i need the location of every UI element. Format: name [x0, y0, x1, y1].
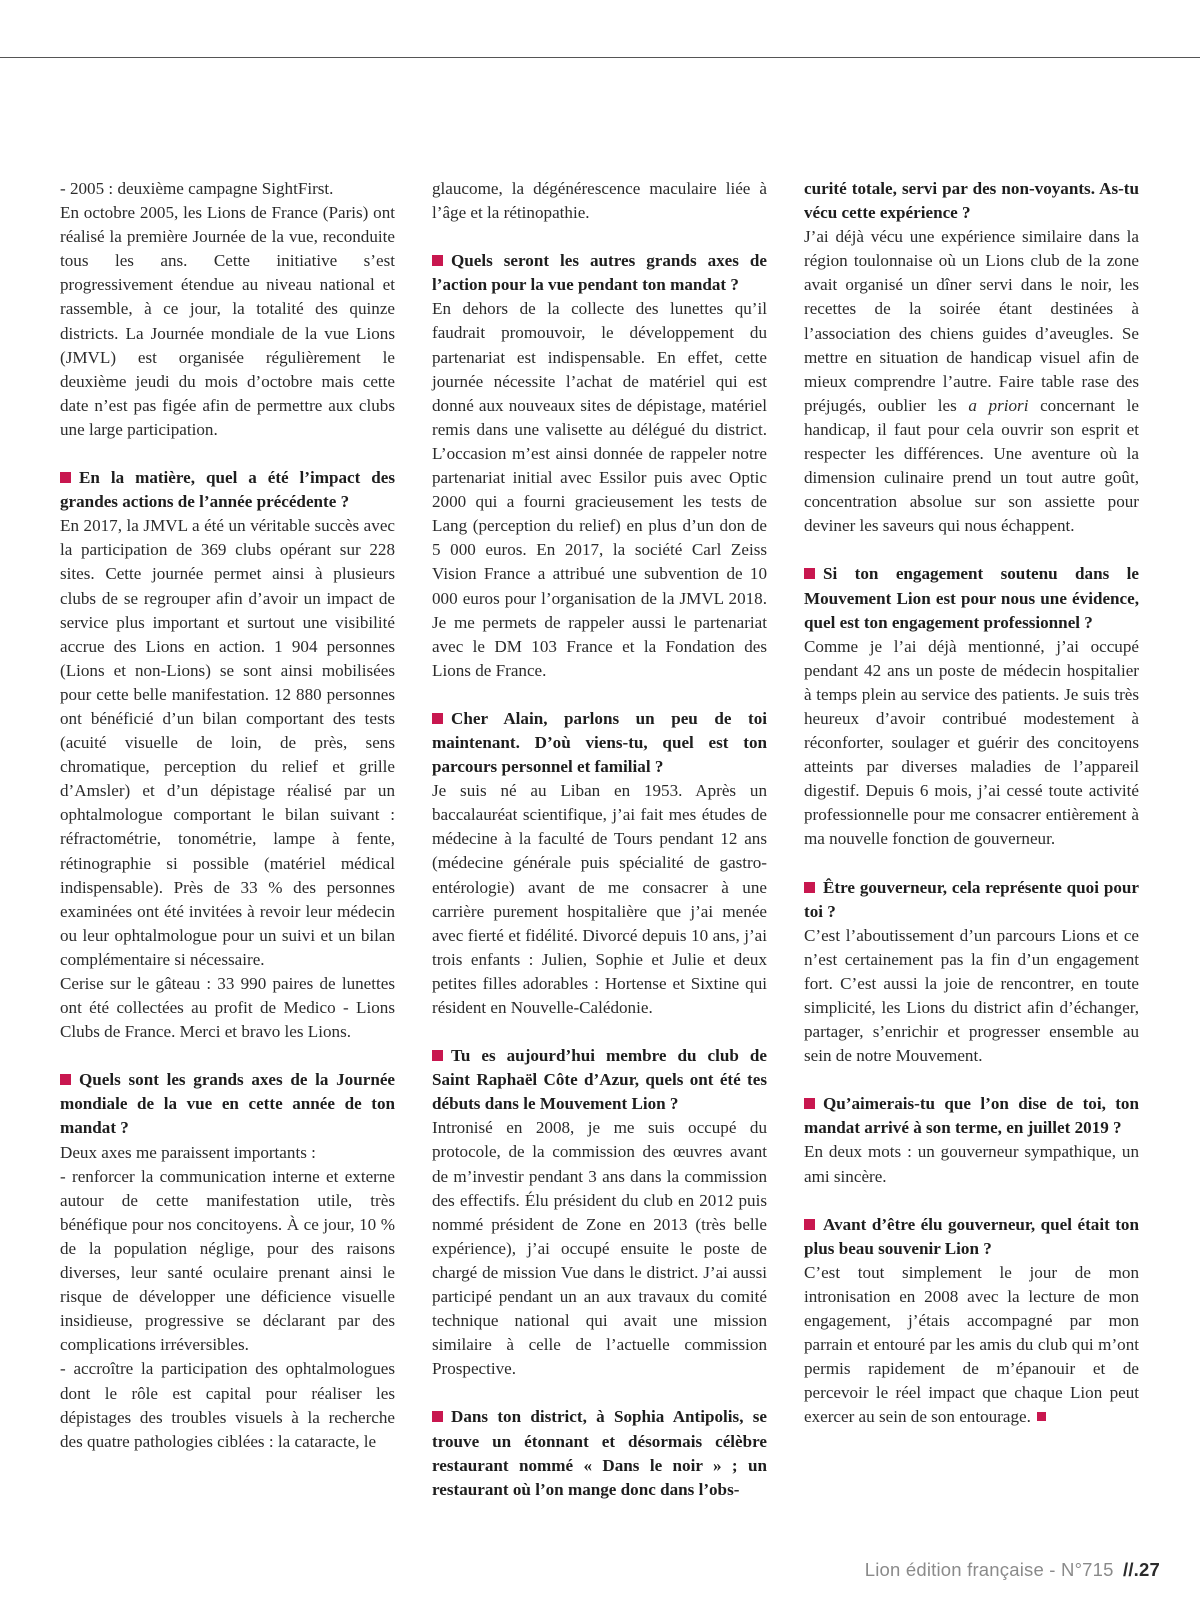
paragraph: - 2005 : deuxième campagne SightFirst. — [60, 179, 334, 198]
column-1 — [60, 177, 395, 1454]
question-heading: Avant d’être élu gouverneur, quel était ton plus beau souvenir Lion ? — [804, 1214, 1139, 1258]
question-heading: Quels seront les autres grands axes de l’action pour la vue pendant ton mandat ? — [432, 251, 767, 295]
square-bullet-icon — [60, 472, 71, 483]
answer-paragraph: J’ai déjà vécu une expérience similaire dans la région toulonnaise où un Lions club de la zone avait organisé un dîner servi dans le noir, les recettes de la soirée étant destinées à l’association des chiens guides d’aveugles. Se mettre en situation de handicap visuel afin de mieux comprendre l’autre. Faire table rase des préjugés, oublier les a priori concernant le handicap, il faut pour cela ouvrir son esprit et respecter les différences. Une aventure où la dimension culinaire prend un tout autre goût, concentration absolue sur son assiette pour deviner les saveurs qui nous échappent. — [804, 227, 1139, 536]
question-heading: Si ton engagement soutenu dans le Mouvement Lion est pour nous une évidence, quel est ton engagement professionnel ? — [804, 564, 1139, 632]
square-bullet-icon — [60, 1074, 71, 1085]
column-2 — [432, 177, 767, 1502]
paragraph: En octobre 2005, les Lions de France (Paris) ont réalisé la première Journée de la vue, reconduite tous les ans. Cette initiative s’est progressivement étendue au niveau national et rassemble, à ce jour, la totalité des quinze districts. La Journée mondiale de la vue Lions (JMVL) est organisée régulièrement le deuxième jeudi du mois d’octobre mais cette date n’est pas figée afin de permettre aux clubs une large participation. — [60, 203, 395, 439]
publication-name: Lion édition française - N°715 — [864, 1559, 1114, 1580]
square-bullet-icon — [804, 1219, 815, 1230]
square-bullet-icon — [804, 882, 815, 893]
answer-paragraph: En deux mots : un gouverneur sympathique, un ami sincère. — [804, 1142, 1139, 1186]
answer-paragraph: - renforcer la communication interne et externe autour de cette manifestation utile, très bénéfique pour nos concitoyens. À ce jour, 10 % de la population néglige, pour des raisons diverses, leur santé oculaire prenant ainsi le risque de développer une déficience visuelle insidieuse, progressive se déclarant par des complications irréversibles. — [60, 1166, 395, 1355]
footer-separator: // — [1122, 1559, 1134, 1580]
answer-paragraph: C’est l’aboutissement d’un parcours Lions et ce n’est certainement pas la fin d’un engagement fort. C’est aussi la joie de rencontrer, en toute simplicité, les Lions du district afin d’échanger, partager, s’enrichir et progresser ensemble au sein de notre Mouvement. — [804, 925, 1139, 1066]
answer-paragraph: Cerise sur le gâteau : 33 990 paires de lunettes ont été collectées au profit de Medico - Lions Clubs de France. Merci et bravo les Lions. — [60, 974, 395, 1042]
square-bullet-icon — [804, 568, 815, 579]
square-bullet-icon — [804, 1098, 815, 1109]
page-number: .27 — [1133, 1559, 1160, 1580]
square-bullet-icon — [432, 255, 443, 266]
question-heading: Quels sont les grands axes de la Journée mondiale de la vue en cette année de ton mandat ? — [60, 1070, 395, 1138]
answer-paragraph: Je suis né au Liban en 1953. Après un baccalauréat scientifique, j’ai fait mes études de médecine à la faculté de Tours pendant 12 ans (médecine générale puis spécialité de gastro-entérologie) avant de me consacrer à une carrière purement hospitalière que j’ai menée avec fierté et fidélité. Divorcé depuis 10 ans, j’ai trois enfants : Julien, Sophie et Julie et deux petites filles adorables : Hortense et Sixtine qui résident en Nouvelle-Calédonie. — [432, 781, 767, 1017]
answer-paragraph: Comme je l’ai déjà mentionné, j’ai occupé pendant 42 ans un poste de médecin hospitalier à temps plein au service des patients. Je suis très heureux d’avoir contribué modestement à réconforter, soulager et guérir des concitoyens atteints par diverses maladies de l’appareil digestif. Depuis 6 mois, j’ai cessé toute activité professionnelle pour me consacrer entièrement à ma nouvelle fonction de gouverneur. — [804, 636, 1139, 849]
square-bullet-icon — [432, 1050, 443, 1061]
answer-paragraph: - accroître la participation des ophtalmologues dont le rôle est capital pour réaliser les dépistages des troubles visuels à la recherche des quatre pathologies ciblées : la cataracte, le — [60, 1359, 395, 1451]
answer-paragraph: En 2017, la JMVL a été un véritable succès avec la participation de 369 clubs opérant sur 228 sites. Cette journée permet ainsi à plusieurs clubs de se regrouper afin d’avoir un impact de service plus important et surtout une visibilité accrue des Lions en action. 1 904 personnes (Lions et non-Lions) se sont ainsi mobilisées pour cette belle manifestation. 12 880 personnes ont bénéficié d’un bilan comportant des tests (acuité visuelle de loin, de près, sens chromatique, perception du relief et grille d’Amsler) et d’un dépistage réalisé par un ophtalmologue comportant le bilan suivant : réfractométrie, tonométrie, lampe à fente, rétinographie si possible (matériel médical indispensable). Près de 33 % des personnes examinées ont été invitées à revoir leur médecin ou leur ophtalmologue pour un suivi et un bilan complémentaire si nécessaire. — [60, 516, 395, 969]
question-heading: Dans ton district, à Sophia Antipolis, se trouve un étonnant et désormais célèbre restaurant nommé « Dans le noir » ; un restaurant où l’on mange donc dans l’obs- — [432, 1407, 767, 1499]
page-footer — [865, 1559, 1160, 1581]
column-3 — [804, 177, 1139, 1430]
question-heading: Cher Alain, parlons un peu de toi maintenant. D’où viens-tu, quel est ton parcours personnel et familial ? — [432, 708, 767, 777]
end-mark-icon — [1037, 1412, 1046, 1421]
question-heading: En la matière, quel a été l’impact des grandes actions de l’année précédente ? — [60, 468, 395, 512]
paragraph: glaucome, la dégénérescence maculaire liée à l’âge et la rétinopathie. — [432, 179, 767, 223]
answer-paragraph: Intronisé en 2008, je me suis occupé du protocole, de la commission des œuvres avant de m’investir pendant 3 ans dans la commission des effectifs. Élu président du club en 2012 puis nommé président de Zone en 2013 (très belle expérience), j’ai occupé ensuite le poste de chargé de mission Vue dans le district. J’ai aussi participé pendant un an aux travaux du comité technique national qui avait une mission similaire à celle de l’actuelle commission Prospective. — [432, 1118, 767, 1379]
square-bullet-icon — [432, 713, 443, 724]
question-heading-continued: curité totale, servi par des non-voyants. As-tu vécu cette expérience ? — [804, 179, 1139, 223]
question-heading: Tu es aujourd’hui membre du club de Saint Raphaël Côte d’Azur, quels ont été tes débuts dans le Mouvement Lion ? — [432, 1046, 767, 1114]
top-rule — [0, 57, 1200, 58]
question-heading: Être gouverneur, cela représente quoi pour toi ? — [804, 877, 1139, 921]
square-bullet-icon — [432, 1411, 443, 1422]
answer-paragraph: C’est tout simplement le jour de mon intronisation en 2008 avec la lecture de mon engagement, j’étais accompagné par mon parrain et entouré par les amis du club qui m’ont permis rapidement de m’épanouir et de percevoir le réel impact que chaque Lion peut exercer au sein de son entourage. — [804, 1262, 1139, 1427]
answer-paragraph: Deux axes me paraissent importants : — [60, 1142, 316, 1162]
answer-paragraph: En dehors de la collecte des lunettes qu’il faudrait promouvoir, le développement du partenariat est indispensable. En effet, cette journée nécessite l’achat de matériel qui est donné aux nouveaux sites de dépistage, matériel remis dans une valisette au délégué du district. L’occasion m’est ainsi donnée de rappeler notre partenariat initial avec Essilor puis avec Optic 2000 qui a fourni gracieusement les tests de Lang (perception du relief) en plus d’un don de 5 000 euros. En 2017, la société Carl Zeiss Vision France a attribué une subvention de 10 000 euros pour l’organisation de la JMVL 2018. Je me permets de rappeler aussi le partenariat avec le DM 103 France et la Fondation des Lions de France. — [432, 299, 767, 680]
question-heading: Qu’aimerais-tu que l’on dise de toi, ton mandat arrivé à son terme, en juillet 2019 ? — [804, 1094, 1139, 1138]
